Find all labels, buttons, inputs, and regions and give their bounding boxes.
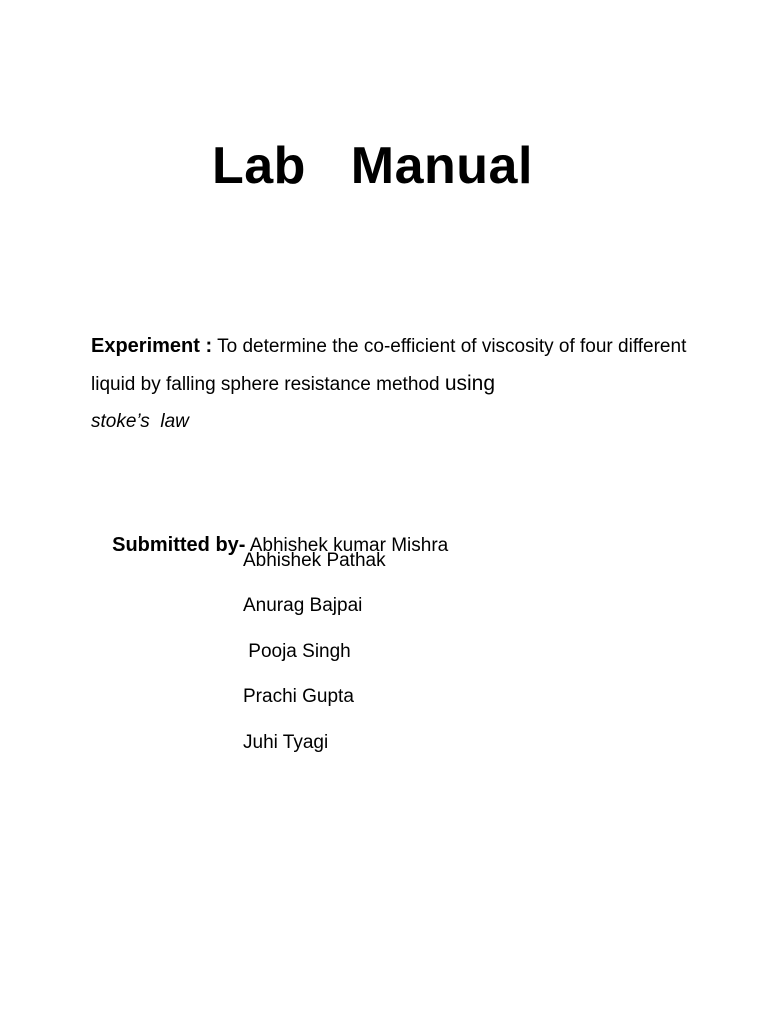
submitter-name: Juhi Tyagi — [243, 732, 329, 753]
experiment-text-italic: stoke’s law — [91, 411, 189, 432]
experiment-text: To determine the co-efficient of viscosity of four different liquid by falling sphere resistance method — [91, 336, 687, 395]
submitter-name: Pooja Singh — [243, 641, 351, 662]
experiment-label: Experiment : — [91, 335, 213, 357]
submitter-name: Anurag Bajpai — [243, 595, 363, 616]
submitter-name: Abhishek kumar Mishra — [245, 535, 449, 556]
submitter-name: Prachi Gupta — [243, 686, 354, 707]
submitter-name: Abhishek Pathak — [243, 550, 386, 571]
experiment-paragraph — [91, 328, 691, 440]
page-title: Lab Manual — [212, 137, 533, 195]
submitted-by-label: Submitted by- — [112, 534, 246, 556]
experiment-text-using: using — [444, 372, 496, 395]
